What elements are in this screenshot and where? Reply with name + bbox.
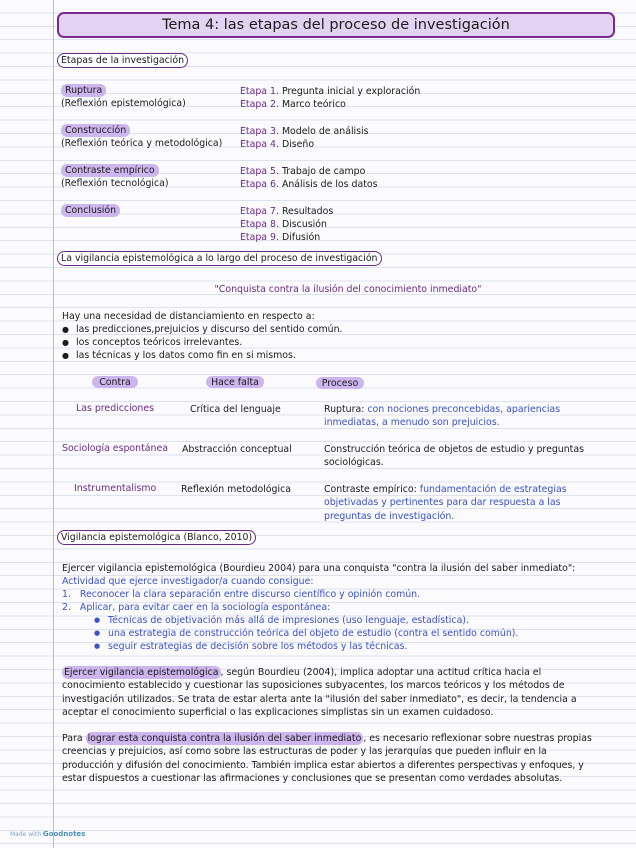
stage-7-text: Resultados bbox=[281, 206, 334, 217]
row1-proceso-label: Ruptura: bbox=[324, 404, 365, 415]
blanco-intro: Ejercer vigilancia epistemológica (Bourdieu 2004) para una conquista "contra la ilusión del saber inmediato": bbox=[62, 563, 576, 574]
group-construccion bbox=[61, 124, 130, 137]
numbered-item-2-text: Aplicar, para evitar caer en la sociología espontánea: bbox=[79, 602, 331, 613]
paragraph-conquista-prefix: Para bbox=[62, 733, 86, 744]
row2-proceso-line1: Construcción teórica de objetos de estudio y preguntas bbox=[324, 444, 584, 455]
group-contraste bbox=[61, 164, 159, 177]
paragraph-vigilancia bbox=[62, 666, 577, 719]
paragraph-conquista-highlight: lograr esta conquista contra la ilusión del saber inmediato bbox=[87, 733, 362, 744]
paragraph-conquista-line4: estar dispuestos a cuestionar las afirmaciones y conclusiones que se presentan como verdades absolutas. bbox=[62, 772, 563, 784]
paragraph-conquista-line3: producción y difusión del conocimiento. También implica estar abiertos a diferentes perspectivas y enfoques, y bbox=[62, 759, 584, 771]
group-conclusion-name: Conclusión bbox=[61, 204, 120, 217]
watermark-brand: Goodnotes bbox=[42, 830, 86, 838]
group-ruptura bbox=[61, 84, 106, 97]
quote: "Conquista contra la ilusión del conocimiento inmediato" bbox=[214, 284, 482, 295]
row3-proceso-line3: preguntas de investigación. bbox=[324, 511, 455, 522]
stage-5-num: Etapa 5. bbox=[240, 166, 279, 177]
row3-proceso-label: Contraste empírico: bbox=[324, 484, 417, 495]
list-item: ● seguir estrategias de decisión sobre los métodos y las técnicas. bbox=[108, 640, 518, 653]
row3-proceso-text: fundamentación de estrategias bbox=[419, 484, 567, 495]
list-item: ● las técnicas y los datos como fin en si mismos. bbox=[76, 349, 343, 362]
numbered-item-2 bbox=[62, 601, 330, 614]
watermark-prefix: Made with bbox=[10, 831, 41, 838]
stage-5 bbox=[240, 165, 365, 178]
stage-9-text: Difusión bbox=[281, 232, 321, 243]
stage-3 bbox=[240, 125, 369, 138]
stage-8-num: Etapa 8. bbox=[240, 219, 279, 230]
stage-5-text: Trabajo de campo bbox=[281, 166, 366, 177]
row3-hace-falta: Reflexión metodológica bbox=[181, 484, 291, 495]
stage-7 bbox=[240, 205, 333, 218]
numbered-item-2-num: 2. bbox=[62, 602, 71, 613]
paragraph-conquista-line1: , es necesario reflexionar sobre nuestras propias bbox=[363, 733, 592, 744]
list-item: ● las predicciones,prejuicios y discurso del sentido común. bbox=[76, 323, 343, 336]
list-item: ● los conceptos teóricos irrelevantes. bbox=[76, 336, 343, 349]
stage-1 bbox=[240, 85, 420, 98]
section-heading-vigilancia-proceso-text: La vigilancia epistemológica a lo largo del proceso de investigación bbox=[61, 253, 378, 264]
paragraph-conquista bbox=[62, 732, 592, 785]
column-header-hace-falta: Hace falta bbox=[206, 376, 264, 388]
stage-7-num: Etapa 7. bbox=[240, 206, 279, 217]
stage-3-num: Etapa 3. bbox=[240, 126, 279, 137]
row1-proceso-line2: inmediatas, a menudo son prejuicios. bbox=[324, 417, 500, 428]
group-contraste-name: Contraste empírico bbox=[61, 164, 159, 177]
stage-3-text: Modelo de análisis bbox=[281, 126, 369, 137]
stage-6-num: Etapa 6. bbox=[240, 179, 279, 190]
section-heading-etapas-text: Etapas de la investigación bbox=[61, 55, 185, 66]
row1-hace-falta: Crítica del lenguaje bbox=[190, 404, 281, 415]
section-heading-blanco bbox=[57, 530, 256, 545]
stage-8 bbox=[240, 218, 327, 231]
group-construccion-name: Construcción bbox=[61, 124, 130, 137]
paragraph-conquista-line2: creencias y prejuicios, así como sobre las estructuras de poder y las jerarquías que pueden influir en la bbox=[62, 746, 547, 758]
stage-2-text: Marco teórico bbox=[281, 99, 346, 110]
paragraph-vigilancia-highlight: Ejercer vigilancia epistemológica bbox=[64, 667, 219, 678]
goodnotes-watermark bbox=[10, 830, 85, 838]
column-header-proceso: Proceso bbox=[316, 377, 364, 389]
paragraph-vigilancia-line4: aceptar el conocimiento superficial o las explicaciones simplistas sin un examen cuidadoso. bbox=[62, 706, 494, 718]
group-contraste-sub: (Reflexión tecnológica) bbox=[61, 178, 169, 189]
distancing-intro: Hay una necesidad de distanciamiento en respecto a: bbox=[62, 311, 315, 322]
section-heading-blanco-text: Vigilancia epistemológica (Blanco, 2010) bbox=[61, 532, 253, 543]
numbered-item-1-text: Reconocer la clara separación entre discurso científico y opinión común. bbox=[79, 589, 421, 600]
paragraph-vigilancia-line2: conocimiento establecido y cuestionar las suposiciones subyacentes, los marcos teóricos y los métodos de bbox=[62, 680, 565, 692]
numbered-item-1-num: 1. bbox=[62, 589, 71, 600]
row2-proceso-line2: sociológicas. bbox=[324, 457, 384, 468]
stage-9-num: Etapa 9. bbox=[240, 232, 279, 243]
list-item: ● Técnicas de objetivación más allá de impresiones (uso lenguaje, estadística). bbox=[108, 614, 518, 627]
row3-proceso-line2: objetivadas y pertinentes para dar respuesta a las bbox=[324, 497, 561, 508]
row3-proceso-line1 bbox=[324, 483, 567, 496]
paragraph-vigilancia-line3: investigación utilizados. Se trata de estar alerta ante la "ilusión del saber inmediato", es decir, la tendencia a bbox=[62, 693, 577, 705]
row3-contra: Instrumentalismo bbox=[74, 483, 157, 494]
row2-contra: Sociología espontánea bbox=[62, 443, 168, 454]
stage-4 bbox=[240, 138, 314, 151]
stage-4-num: Etapa 4. bbox=[240, 139, 279, 150]
numbered-item-1 bbox=[62, 588, 420, 601]
row2-hace-falta: Abstracción conceptual bbox=[182, 444, 292, 455]
stage-8-text: Discusión bbox=[281, 219, 327, 230]
stage-9 bbox=[240, 231, 320, 244]
stage-2 bbox=[240, 98, 346, 111]
stage-6 bbox=[240, 178, 378, 191]
stage-1-num: Etapa 1. bbox=[240, 86, 279, 97]
column-header-contra: Contra bbox=[92, 376, 138, 388]
stage-2-num: Etapa 2. bbox=[240, 99, 279, 110]
row1-contra: Las predicciones bbox=[76, 403, 154, 414]
stage-4-text: Diseño bbox=[281, 139, 315, 150]
notebook-margin-line bbox=[53, 0, 54, 848]
distancing-list bbox=[76, 323, 343, 363]
section-heading-vigilancia-proceso bbox=[57, 251, 382, 266]
row1-proceso-text: con nociones preconcebidas, apariencias bbox=[367, 404, 561, 415]
page-title-text: Tema 4: las etapas del proceso de investigación bbox=[162, 17, 510, 33]
page-title bbox=[57, 12, 615, 38]
list-item: ● una estrategia de construcción teórica del objeto de estudio (contra el sentido común). bbox=[108, 627, 518, 640]
group-conclusion bbox=[61, 204, 120, 217]
activity-line: Actividad que ejerce investigador/a cuando consigue: bbox=[62, 576, 314, 587]
group-ruptura-sub: (Reflexión epistemológica) bbox=[61, 98, 186, 109]
group-construccion-sub: (Reflexión teórica y metodológica) bbox=[61, 138, 223, 149]
group-ruptura-name: Ruptura bbox=[61, 84, 106, 97]
row1-proceso-line1 bbox=[324, 403, 560, 416]
section-heading-etapas bbox=[57, 53, 188, 68]
stage-1-text: Pregunta inicial y exploración bbox=[281, 86, 421, 97]
strategy-list bbox=[108, 614, 518, 654]
paragraph-vigilancia-line1: , según Bourdieu (2004), implica adoptar una actitud crítica hacia el bbox=[220, 667, 542, 678]
stage-6-text: Análisis de los datos bbox=[281, 179, 378, 190]
